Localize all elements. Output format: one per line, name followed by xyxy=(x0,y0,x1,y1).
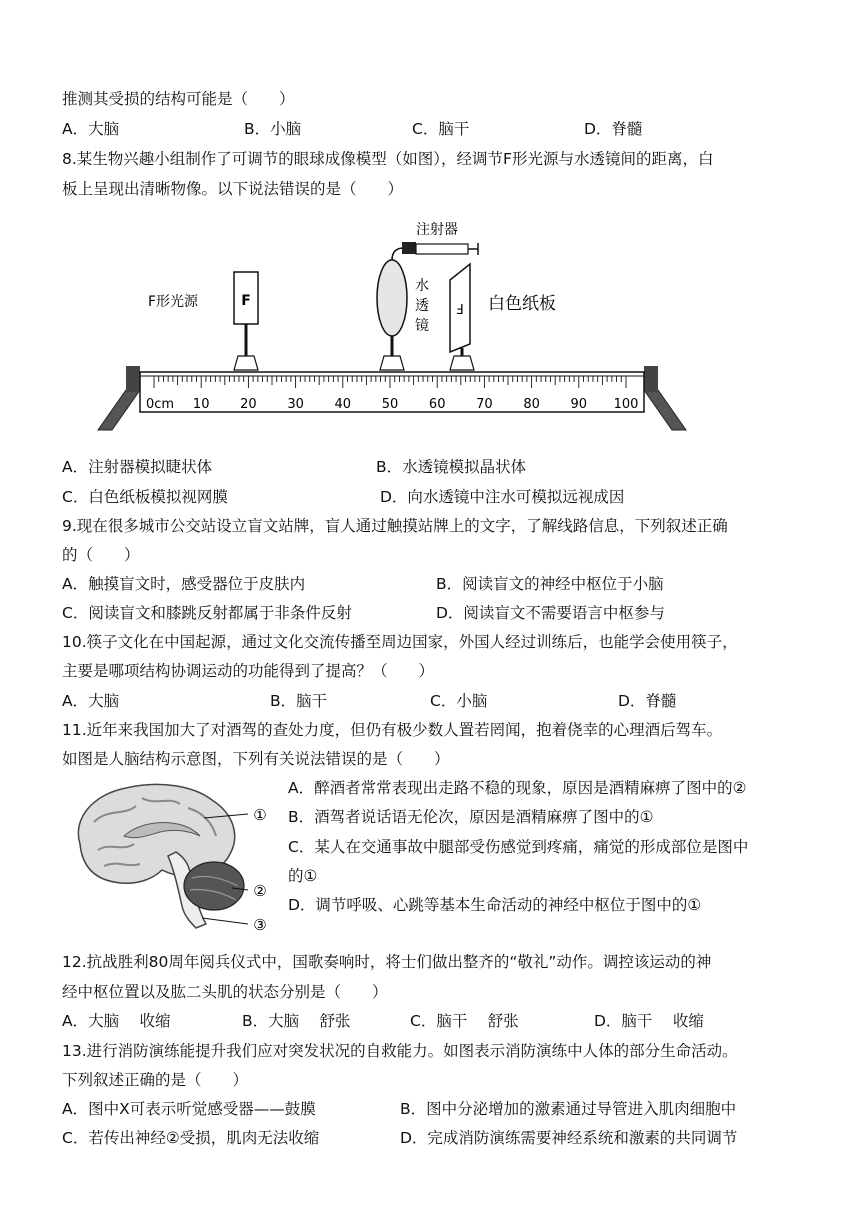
ruler-label: 0cm xyxy=(146,397,175,412)
cerebellum xyxy=(184,862,244,910)
q13-stem-line2: 下列叙述正确的是（ ） xyxy=(62,1071,249,1089)
ruler-label: 50 xyxy=(381,397,399,412)
q9-option-b: B．阅读盲文的神经中枢位于小脑 xyxy=(436,575,664,593)
q12-stem-line1: 12.抗战胜利80周年阅兵仪式中，国歌奏响时，将士们做出整齐的“敬礼”动作。调控该运动的神 xyxy=(62,953,712,971)
syringe-label: 注射器 xyxy=(416,222,458,238)
q11-option-c-cont: 的① xyxy=(288,867,318,885)
q9-option-a: A．触摸盲文时，感受器位于皮肤内 xyxy=(62,575,306,593)
q9-option-c: C．阅读盲文和膝跳反射都属于非条件反射 xyxy=(62,604,352,622)
q7-option-a: A．大脑 xyxy=(62,120,120,138)
q13-option-a: A．图中X可表示听觉感受器——鼓膜 xyxy=(62,1100,316,1118)
ruler-label: 20 xyxy=(240,397,257,412)
q13-option-b: B．图中分泌增加的激素通过导管进入肌肉细胞中 xyxy=(400,1100,737,1118)
q12-stem-line2: 经中枢位置以及肱二头肌的状态分别是（ ） xyxy=(62,983,388,1001)
q10-option-d: D．脊髓 xyxy=(618,692,677,710)
ruler-label: 40 xyxy=(334,397,352,412)
board-label: 白色纸板 xyxy=(488,294,556,314)
lens-label-1: 水 xyxy=(415,278,429,294)
syringe-nozzle xyxy=(402,242,416,254)
q9-stem-line2: 的（ ） xyxy=(62,546,140,564)
q10-option-b: B．脑干 xyxy=(270,692,328,710)
board-letter-f: F xyxy=(456,300,464,315)
ruler-label: 10 xyxy=(192,397,210,412)
q9-option-d: D．阅读盲文不需要语言中枢参与 xyxy=(436,604,665,622)
q12-option-a: A．大脑 收缩 xyxy=(62,1012,171,1030)
rail-end-right xyxy=(644,366,658,392)
q7-stem-end: 推测其受损的结构可能是（ ） xyxy=(62,90,295,108)
light-source-label: F形光源 xyxy=(148,294,199,310)
q7-option-d: D．脊髓 xyxy=(584,120,643,138)
q8-option-b: B．水透镜模拟晶状体 xyxy=(376,458,527,476)
q7-option-c: C．脑干 xyxy=(412,120,470,138)
q11-option-c: C．某人在交通事故中腿部受伤感觉到疼痛，痛觉的形成部位是图中 xyxy=(288,838,749,856)
q9-stem-line1: 9.现在很多城市公交站设立盲文站牌，盲人通过触摸站牌上的文字，了解线路信息，下列叙述正确 xyxy=(62,517,728,535)
rail-end-left xyxy=(126,366,140,392)
q13-stem-line1: 13.进行消防演练能提升我们应对突发状况的自救能力。如图表示消防演练中人体的部分生命活动。 xyxy=(62,1042,738,1060)
q11-stem-line1: 11.近年来我国加大了对酒驾的查处力度，但仍有极少数人置若罔闻，抱着侥幸的心理酒后驾车。 xyxy=(62,721,723,739)
ruler-label: 90 xyxy=(570,397,588,412)
ruler-label: 80 xyxy=(523,397,540,412)
ruler-label: 60 xyxy=(428,397,446,412)
ruler-label: 30 xyxy=(287,397,304,412)
q10-stem-line2: 主要是哪项结构协调运动的功能得到了提高？（ ） xyxy=(62,662,435,680)
q7-option-b: B．小脑 xyxy=(244,120,302,138)
q8-stem-line2: 板上呈现出清晰物像。以下说法错误的是（ ） xyxy=(62,180,404,198)
marker-3: ③ xyxy=(253,916,267,934)
right-stand xyxy=(644,390,686,430)
brain-figure xyxy=(64,778,276,940)
q11-option-b: B．酒驾者说话语无伦次，原因是酒精麻痹了图中的① xyxy=(288,808,654,826)
q11-stem-line2: 如图是人脑结构示意图，下列有关说法错误的是（ ） xyxy=(62,750,450,768)
q12-option-d: D．脑干 收缩 xyxy=(594,1012,704,1030)
q11-option-a: A．醉酒者常常表现出走路不稳的现象，原因是酒精麻痹了图中的② xyxy=(288,779,747,797)
lens-label-2: 透 xyxy=(415,298,429,314)
ruler-label: 100 xyxy=(613,397,639,412)
q13-option-d: D．完成消防演练需要神经系统和激素的共同调节 xyxy=(400,1129,738,1147)
q11-option-d: D．调节呼吸、心跳等基本生命活动的神经中枢位于图中的① xyxy=(288,896,702,914)
eye-model-figure xyxy=(96,212,688,438)
water-lens xyxy=(377,260,407,336)
q8-option-a: A．注射器模拟睫状体 xyxy=(62,458,213,476)
q10-option-a: A．大脑 xyxy=(62,692,120,710)
q13-option-c: C．若传出神经②受损，肌肉无法收缩 xyxy=(62,1129,320,1147)
marker-2: ② xyxy=(253,882,267,900)
light-letter-f: F xyxy=(241,293,251,309)
q8-option-d: D．向水透镜中注水可模拟远视成因 xyxy=(380,488,625,506)
q10-stem-line1: 10.筷子文化在中国起源，通过文化交流传播至周边国家，外国人经过训练后，也能学会使用筷子， xyxy=(62,633,738,651)
marker-1: ① xyxy=(253,806,267,824)
lens-label-3: 镜 xyxy=(415,318,429,334)
syringe-barrel xyxy=(416,244,468,254)
q10-option-c: C．小脑 xyxy=(430,692,488,710)
left-stand xyxy=(98,390,140,430)
q12-option-c: C．脑干 舒张 xyxy=(410,1012,519,1030)
ruler-label: 70 xyxy=(476,397,493,412)
q8-option-c: C．白色纸板模拟视网膜 xyxy=(62,488,228,506)
q12-option-b: B．大脑 舒张 xyxy=(242,1012,351,1030)
q8-stem-line1: 8.某生物兴趣小组制作了可调节的眼球成像模型（如图），经调节F形光源与水透镜间的距离，白 xyxy=(62,150,714,168)
